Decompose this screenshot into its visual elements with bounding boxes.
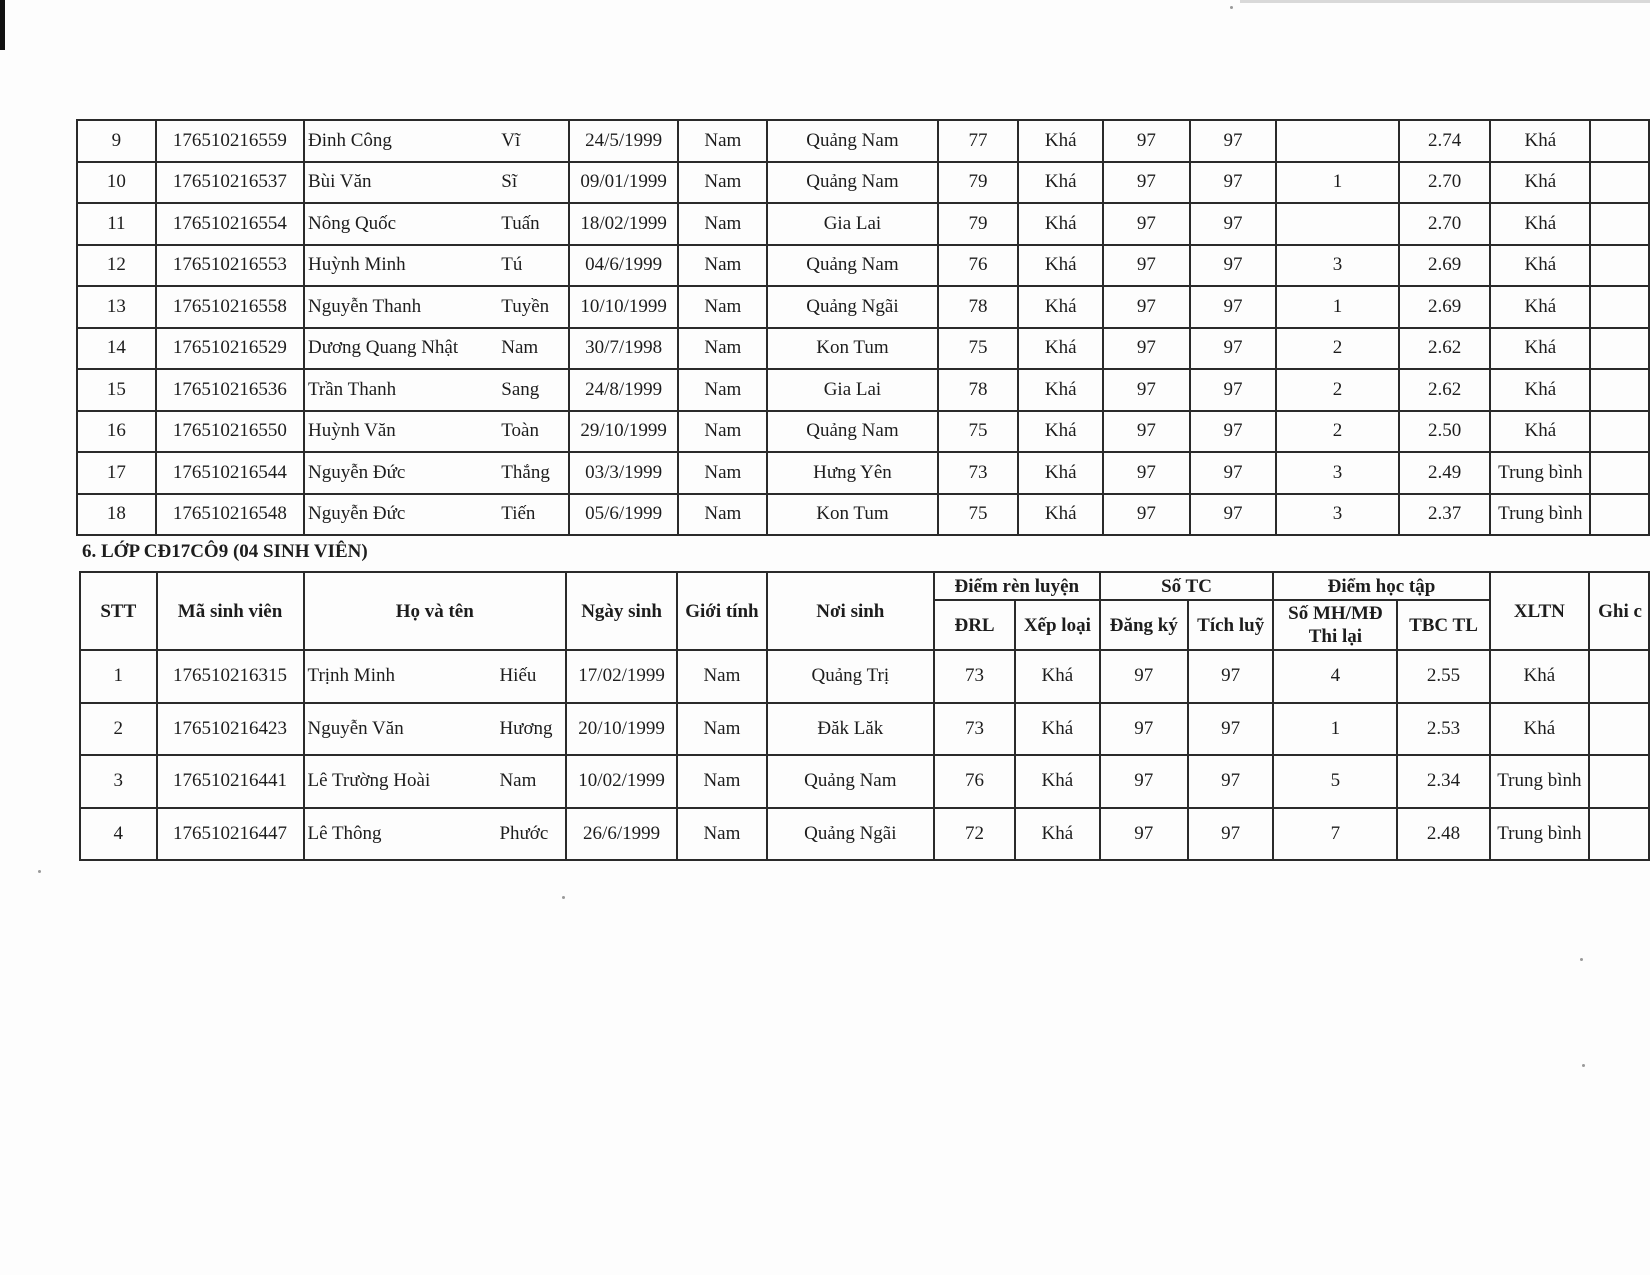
- notes-cell: [1590, 328, 1649, 370]
- rank-cell: Khá: [1015, 808, 1100, 861]
- given-name-cell: Tuấn: [489, 203, 569, 245]
- header-drl: ĐRL: [934, 600, 1015, 650]
- given-name-cell: Phước: [487, 808, 566, 861]
- surname-cell: Lê Thông: [304, 808, 488, 861]
- student-id-cell: 176510216447: [157, 808, 304, 861]
- stt-cell: 1: [80, 650, 157, 703]
- given-name-cell: Toàn: [489, 411, 569, 453]
- graduation-rank-cell: Trung bình: [1490, 452, 1590, 494]
- header-registered: Đăng ký: [1100, 600, 1188, 650]
- notes-cell: [1589, 650, 1649, 703]
- table-row: [77, 162, 1649, 204]
- birth-date-cell: 20/10/1999: [566, 703, 677, 756]
- table-row: [80, 755, 1649, 808]
- rank-cell: Khá: [1018, 494, 1103, 536]
- gpa-cell: 2.62: [1399, 369, 1491, 411]
- birth-date-cell: 26/6/1999: [566, 808, 677, 861]
- notes-cell: [1590, 120, 1649, 162]
- surname-cell: Nguyễn Đức: [304, 452, 489, 494]
- table-row: [77, 369, 1649, 411]
- surname-cell: Huỳnh Văn: [304, 411, 489, 453]
- retake-cell: 1: [1276, 286, 1399, 328]
- student-id-cell: 176510216529: [156, 328, 304, 370]
- graduation-rank-cell: Khá: [1490, 245, 1590, 287]
- surname-cell: Nguyễn Thanh: [304, 286, 489, 328]
- gender-cell: Nam: [678, 286, 767, 328]
- birthplace-cell: Quảng Ngãi: [767, 808, 934, 861]
- gender-cell: Nam: [678, 245, 767, 287]
- student-id-cell: 176510216537: [156, 162, 304, 204]
- birth-date-cell: 10/02/1999: [566, 755, 677, 808]
- rank-cell: Khá: [1015, 650, 1100, 703]
- gender-cell: Nam: [677, 650, 766, 703]
- accumulated-cell: 97: [1190, 245, 1277, 287]
- gender-cell: Nam: [678, 411, 767, 453]
- graduation-rank-cell: Khá: [1490, 703, 1590, 756]
- header-retake-count: [1273, 600, 1397, 650]
- registered-cell: 97: [1103, 369, 1190, 411]
- retake-cell: 2: [1276, 369, 1399, 411]
- notes-cell: [1589, 703, 1649, 756]
- scan-speck: [1580, 958, 1583, 961]
- drl-cell: 72: [934, 808, 1015, 861]
- registered-cell: 97: [1100, 808, 1188, 861]
- birthplace-cell: Quảng Nam: [767, 245, 937, 287]
- retake-cell: 4: [1273, 650, 1397, 703]
- graduation-rank-cell: Khá: [1490, 286, 1590, 328]
- accumulated-cell: 97: [1188, 808, 1273, 861]
- birthplace-cell: Gia Lai: [767, 369, 937, 411]
- birthplace-cell: Đăk Lăk: [767, 703, 934, 756]
- scan-speck: [562, 896, 565, 899]
- birth-date-cell: 17/02/1999: [566, 650, 677, 703]
- table-row: [77, 494, 1649, 536]
- retake-cell: 5: [1273, 755, 1397, 808]
- header-stt: STT: [80, 572, 157, 650]
- header-full-name: Họ và tên: [304, 572, 566, 650]
- table-row: [77, 120, 1649, 162]
- registered-cell: 97: [1100, 650, 1188, 703]
- graduation-rank-cell: Khá: [1490, 120, 1590, 162]
- drl-cell: 76: [934, 755, 1015, 808]
- rank-cell: Khá: [1018, 162, 1103, 204]
- stt-cell: 14: [77, 328, 156, 370]
- notes-cell: [1590, 494, 1649, 536]
- graduation-rank-cell: Khá: [1490, 328, 1590, 370]
- accumulated-cell: 97: [1190, 162, 1277, 204]
- student-id-cell: 176510216553: [156, 245, 304, 287]
- notes-cell: [1590, 162, 1649, 204]
- accumulated-cell: 97: [1190, 369, 1277, 411]
- given-name-cell: Sang: [489, 369, 569, 411]
- student-id-cell: 176510216441: [157, 755, 304, 808]
- gender-cell: Nam: [677, 755, 766, 808]
- retake-cell: 3: [1276, 494, 1399, 536]
- notes-cell: [1590, 245, 1649, 287]
- gpa-cell: 2.37: [1399, 494, 1491, 536]
- gender-cell: Nam: [678, 162, 767, 204]
- retake-cell: [1276, 203, 1399, 245]
- stt-cell: 2: [80, 703, 157, 756]
- registered-cell: 97: [1103, 286, 1190, 328]
- rank-cell: Khá: [1018, 286, 1103, 328]
- birth-date-cell: 05/6/1999: [569, 494, 679, 536]
- surname-cell: Dương Quang Nhật: [304, 328, 489, 370]
- surname-cell: Nông Quốc: [304, 203, 489, 245]
- drl-cell: 78: [938, 286, 1019, 328]
- drl-cell: 73: [938, 452, 1019, 494]
- rank-cell: Khá: [1018, 120, 1103, 162]
- header-conduct-score: Điểm rèn luyện: [934, 572, 1100, 600]
- header-student-id: Mã sinh viên: [157, 572, 304, 650]
- retake-cell: 2: [1276, 411, 1399, 453]
- gpa-cell: 2.74: [1399, 120, 1491, 162]
- drl-cell: 79: [938, 162, 1019, 204]
- birthplace-cell: Quảng Nam: [767, 411, 937, 453]
- surname-cell: Nguyễn Văn: [304, 703, 488, 756]
- gpa-cell: 2.69: [1399, 286, 1491, 328]
- notes-cell: [1590, 286, 1649, 328]
- birthplace-cell: Quảng Trị: [767, 650, 934, 703]
- header-gender: Giới tính: [677, 572, 766, 650]
- stt-cell: 13: [77, 286, 156, 328]
- stt-cell: 3: [80, 755, 157, 808]
- given-name-cell: Tiến: [489, 494, 569, 536]
- header-birth-date: Ngày sinh: [566, 572, 677, 650]
- header-notes: Ghi c: [1589, 572, 1649, 650]
- registered-cell: 97: [1103, 328, 1190, 370]
- rank-cell: Khá: [1018, 452, 1103, 494]
- accumulated-cell: 97: [1190, 452, 1277, 494]
- drl-cell: 75: [938, 411, 1019, 453]
- header-graduation-rank: XLTN: [1490, 572, 1590, 650]
- gender-cell: Nam: [677, 703, 766, 756]
- notes-cell: [1589, 808, 1649, 861]
- registered-cell: 97: [1103, 494, 1190, 536]
- retake-cell: 3: [1276, 245, 1399, 287]
- birthplace-cell: Quảng Nam: [767, 755, 934, 808]
- gender-cell: Nam: [678, 328, 767, 370]
- gpa-cell: 2.48: [1397, 808, 1489, 861]
- drl-cell: 79: [938, 203, 1019, 245]
- scan-speck: [38, 870, 41, 873]
- graduation-rank-cell: Khá: [1490, 650, 1590, 703]
- scan-speck: [1582, 1064, 1585, 1067]
- birth-date-cell: 30/7/1998: [569, 328, 679, 370]
- accumulated-cell: 97: [1188, 650, 1273, 703]
- registered-cell: 97: [1103, 162, 1190, 204]
- stt-cell: 16: [77, 411, 156, 453]
- drl-cell: 77: [938, 120, 1019, 162]
- surname-cell: Trần Thanh: [304, 369, 489, 411]
- graduation-rank-cell: Khá: [1490, 203, 1590, 245]
- birthplace-cell: Kon Tum: [767, 328, 937, 370]
- student-id-cell: 176510216315: [157, 650, 304, 703]
- notes-cell: [1590, 411, 1649, 453]
- table-row: [80, 703, 1649, 756]
- gpa-cell: 2.70: [1399, 162, 1491, 204]
- header-retake-line1: Số MH/MĐ: [1288, 603, 1383, 624]
- accumulated-cell: 97: [1190, 328, 1277, 370]
- student-id-cell: 176510216550: [156, 411, 304, 453]
- given-name-cell: Nam: [487, 755, 566, 808]
- notes-cell: [1590, 203, 1649, 245]
- birth-date-cell: 04/6/1999: [569, 245, 679, 287]
- surname-cell: Trịnh Minh: [304, 650, 488, 703]
- gpa-cell: 2.34: [1397, 755, 1489, 808]
- birthplace-cell: Gia Lai: [767, 203, 937, 245]
- students-table-continued: [76, 119, 1650, 536]
- drl-cell: 76: [938, 245, 1019, 287]
- drl-cell: 73: [934, 703, 1015, 756]
- rank-cell: Khá: [1018, 203, 1103, 245]
- rank-cell: Khá: [1015, 755, 1100, 808]
- accumulated-cell: 97: [1190, 203, 1277, 245]
- scan-top-line: [1240, 0, 1650, 3]
- rank-cell: Khá: [1015, 703, 1100, 756]
- scan-edge-mark: [0, 0, 5, 50]
- accumulated-cell: 97: [1190, 411, 1277, 453]
- table-row: [77, 452, 1649, 494]
- given-name-cell: Tú: [489, 245, 569, 287]
- header-credits: Số TC: [1100, 572, 1274, 600]
- graduation-rank-cell: Trung bình: [1490, 755, 1590, 808]
- section-heading: 6. LỚP CĐ17CÔ9 (04 SINH VIÊN): [82, 541, 368, 562]
- gender-cell: Nam: [678, 452, 767, 494]
- surname-cell: Huỳnh Minh: [304, 245, 489, 287]
- student-id-cell: 176510216548: [156, 494, 304, 536]
- header-retake-line2: Thi lại: [1308, 626, 1363, 647]
- surname-cell: Bùi Văn: [304, 162, 489, 204]
- surname-cell: Đinh Công: [304, 120, 489, 162]
- retake-cell: [1276, 120, 1399, 162]
- retake-cell: 1: [1273, 703, 1397, 756]
- graduation-rank-cell: Khá: [1490, 369, 1590, 411]
- birthplace-cell: Quảng Ngãi: [767, 286, 937, 328]
- registered-cell: 97: [1103, 411, 1190, 453]
- header-academic-score: Điểm học tập: [1273, 572, 1489, 600]
- students-table-body: [77, 120, 1649, 535]
- retake-cell: 1: [1276, 162, 1399, 204]
- drl-cell: 78: [938, 369, 1019, 411]
- gpa-cell: 2.50: [1399, 411, 1491, 453]
- registered-cell: 97: [1103, 203, 1190, 245]
- gpa-cell: 2.55: [1397, 650, 1489, 703]
- graduation-rank-cell: Trung bình: [1490, 808, 1590, 861]
- notes-cell: [1589, 755, 1649, 808]
- header-rank: Xếp loại: [1015, 600, 1100, 650]
- gender-cell: Nam: [677, 808, 766, 861]
- surname-cell: Lê Trường Hoài: [304, 755, 488, 808]
- stt-cell: 10: [77, 162, 156, 204]
- drl-cell: 75: [938, 328, 1019, 370]
- gender-cell: Nam: [678, 494, 767, 536]
- accumulated-cell: 97: [1190, 286, 1277, 328]
- registered-cell: 97: [1100, 755, 1188, 808]
- surname-cell: Nguyễn Đức: [304, 494, 489, 536]
- retake-cell: 2: [1276, 328, 1399, 370]
- registered-cell: 97: [1100, 703, 1188, 756]
- table-row: [77, 328, 1649, 370]
- gpa-cell: 2.49: [1399, 452, 1491, 494]
- birthplace-cell: Quảng Nam: [767, 120, 937, 162]
- table-header: [80, 572, 1649, 650]
- registered-cell: 97: [1103, 245, 1190, 287]
- gender-cell: Nam: [678, 369, 767, 411]
- student-id-cell: 176510216544: [156, 452, 304, 494]
- accumulated-cell: 97: [1190, 494, 1277, 536]
- given-name-cell: Tuyền: [489, 286, 569, 328]
- table-row: [77, 411, 1649, 453]
- class-cd17co9-table: [79, 571, 1650, 861]
- birth-date-cell: 24/5/1999: [569, 120, 679, 162]
- rank-cell: Khá: [1018, 328, 1103, 370]
- birth-date-cell: 03/3/1999: [569, 452, 679, 494]
- gpa-cell: 2.70: [1399, 203, 1491, 245]
- table-row: [80, 808, 1649, 861]
- table-row: [77, 245, 1649, 287]
- notes-cell: [1590, 369, 1649, 411]
- gender-cell: Nam: [678, 120, 767, 162]
- stt-cell: 18: [77, 494, 156, 536]
- graduation-rank-cell: Khá: [1490, 411, 1590, 453]
- header-birthplace: Nơi sinh: [767, 572, 934, 650]
- header-accumulated: Tích luỹ: [1188, 600, 1273, 650]
- birth-date-cell: 18/02/1999: [569, 203, 679, 245]
- given-name-cell: Nam: [489, 328, 569, 370]
- table-row: [77, 203, 1649, 245]
- student-id-cell: 176510216554: [156, 203, 304, 245]
- table-row: [77, 286, 1649, 328]
- gender-cell: Nam: [678, 203, 767, 245]
- birthplace-cell: Hưng Yên: [767, 452, 937, 494]
- student-id-cell: 176510216536: [156, 369, 304, 411]
- registered-cell: 97: [1103, 452, 1190, 494]
- accumulated-cell: 97: [1188, 703, 1273, 756]
- registered-cell: 97: [1103, 120, 1190, 162]
- student-id-cell: 176510216423: [157, 703, 304, 756]
- graduation-rank-cell: Trung bình: [1490, 494, 1590, 536]
- graduation-rank-cell: Khá: [1490, 162, 1590, 204]
- stt-cell: 9: [77, 120, 156, 162]
- notes-cell: [1590, 452, 1649, 494]
- student-id-cell: 176510216559: [156, 120, 304, 162]
- gpa-cell: 2.53: [1397, 703, 1489, 756]
- stt-cell: 12: [77, 245, 156, 287]
- given-name-cell: Hiếu: [487, 650, 566, 703]
- class-table-body: [80, 650, 1649, 860]
- given-name-cell: Thắng: [489, 452, 569, 494]
- gpa-cell: 2.69: [1399, 245, 1491, 287]
- birthplace-cell: Quảng Nam: [767, 162, 937, 204]
- accumulated-cell: 97: [1188, 755, 1273, 808]
- birth-date-cell: 29/10/1999: [569, 411, 679, 453]
- stt-cell: 11: [77, 203, 156, 245]
- retake-cell: 3: [1276, 452, 1399, 494]
- student-id-cell: 176510216558: [156, 286, 304, 328]
- rank-cell: Khá: [1018, 411, 1103, 453]
- given-name-cell: Vĩ: [489, 120, 569, 162]
- birth-date-cell: 10/10/1999: [569, 286, 679, 328]
- retake-cell: 7: [1273, 808, 1397, 861]
- drl-cell: 75: [938, 494, 1019, 536]
- given-name-cell: Hương: [487, 703, 566, 756]
- birthplace-cell: Kon Tum: [767, 494, 937, 536]
- drl-cell: 73: [934, 650, 1015, 703]
- rank-cell: Khá: [1018, 369, 1103, 411]
- scan-speck: [1230, 6, 1233, 9]
- stt-cell: 4: [80, 808, 157, 861]
- rank-cell: Khá: [1018, 245, 1103, 287]
- birth-date-cell: 24/8/1999: [569, 369, 679, 411]
- given-name-cell: Sĩ: [489, 162, 569, 204]
- stt-cell: 15: [77, 369, 156, 411]
- stt-cell: 17: [77, 452, 156, 494]
- birth-date-cell: 09/01/1999: [569, 162, 679, 204]
- table-row: [80, 650, 1649, 703]
- gpa-cell: 2.62: [1399, 328, 1491, 370]
- accumulated-cell: 97: [1190, 120, 1277, 162]
- header-gpa: TBC TL: [1397, 600, 1489, 650]
